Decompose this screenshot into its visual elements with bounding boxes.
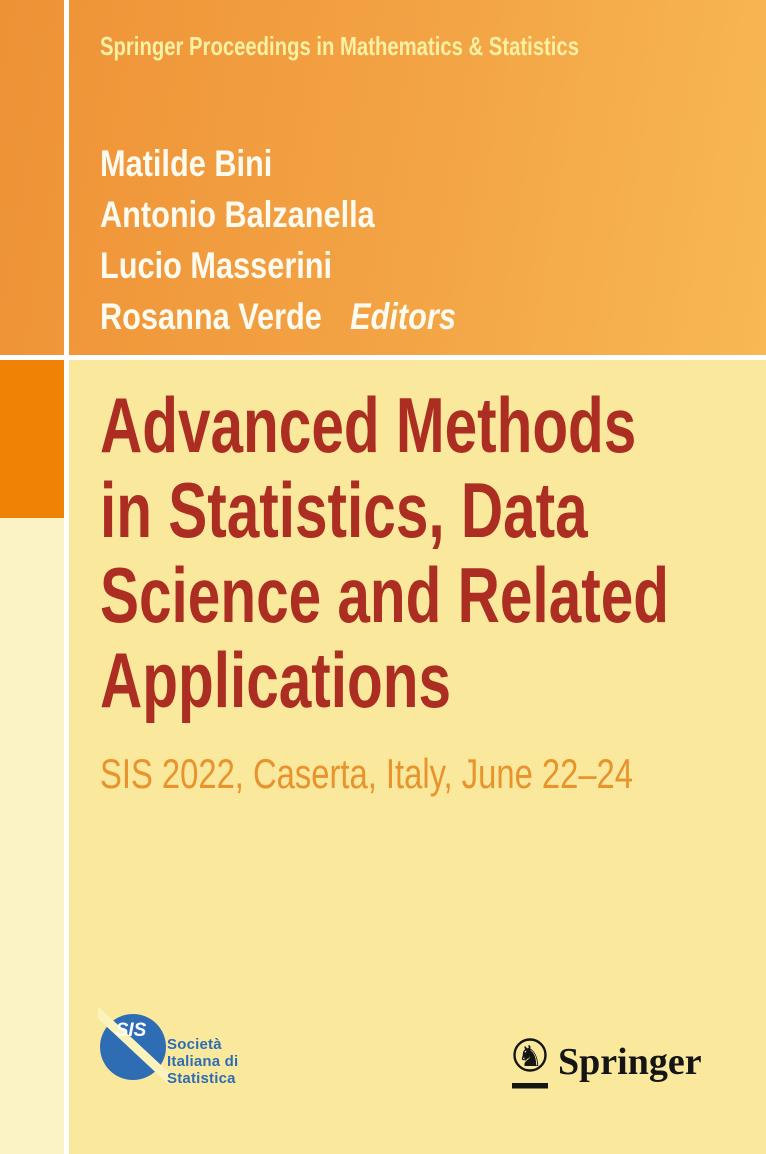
title-line: in Statistics, Data xyxy=(100,466,588,554)
vertical-divider xyxy=(64,0,69,1154)
subtitle: SIS 2022, Caserta, Italy, June 22–24 xyxy=(100,750,633,797)
sis-org-line: Statistica xyxy=(167,1070,236,1087)
title-line: Advanced Methods xyxy=(100,381,637,469)
series-title: Springer Proceedings in Mathematics & Statistics xyxy=(100,31,579,61)
sis-logo-icon xyxy=(98,1008,170,1084)
title-line: Applications xyxy=(100,636,452,724)
sis-org-name xyxy=(167,1036,238,1087)
editors-block xyxy=(100,138,456,342)
sis-org-line: Italiana di xyxy=(167,1053,239,1070)
springer-horse-glyph: ♞ xyxy=(517,1039,543,1073)
horizontal-divider xyxy=(0,355,766,360)
editor-name: Antonio Balzanella xyxy=(100,194,375,235)
sis-acronym: SIS xyxy=(115,1020,147,1041)
sis-org-line: Società xyxy=(167,1036,222,1053)
book-title xyxy=(100,383,669,723)
springer-logo xyxy=(511,1036,751,1096)
editor-name: Matilde Bini xyxy=(100,143,273,184)
editors-role-label: Editors xyxy=(350,296,456,337)
springer-horse-icon xyxy=(511,1036,549,1089)
title-line: Science and Related xyxy=(100,551,669,639)
editor-name-last-line xyxy=(100,291,456,342)
editor-name: Lucio Masserini xyxy=(100,245,333,286)
accent-orange-square xyxy=(0,360,64,518)
springer-wordmark: Springer xyxy=(558,1041,702,1083)
editor-name: Rosanna Verde xyxy=(100,296,322,337)
